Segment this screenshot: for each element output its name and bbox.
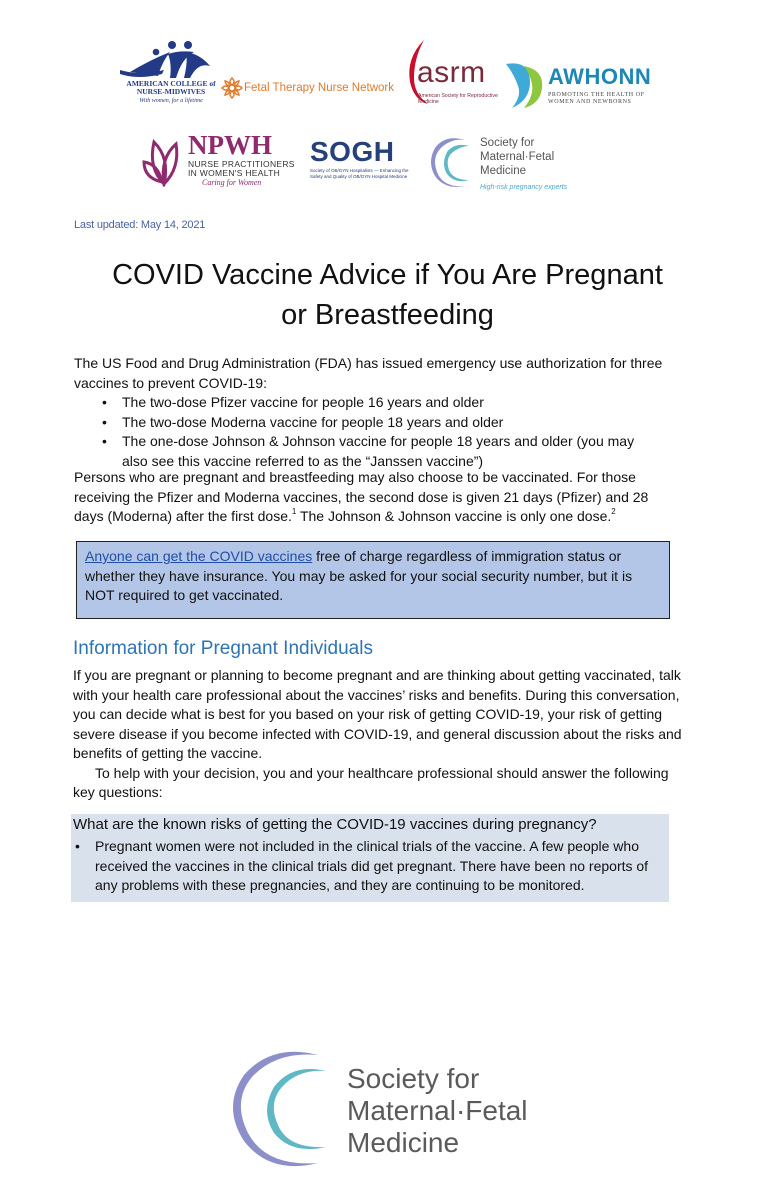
acnm-figures-icon <box>110 40 220 82</box>
awhonn-logo <box>500 60 660 112</box>
ftnn-logo <box>220 76 394 102</box>
footnote-ref[interactable]: 1 <box>291 507 297 517</box>
ftnn-name: Fetal Therapy Nurse Network <box>244 82 394 94</box>
asrm-name: asrm <box>417 56 486 89</box>
smfm-tagline: High-risk pregnancy experts <box>480 184 568 191</box>
npwh-tagline: Caring for Women <box>202 178 262 187</box>
list-item: • The two-dose Moderna vaccine for people 18 years and older <box>100 413 660 433</box>
section-body <box>73 666 683 803</box>
npwh-subtitle: NURSE PRACTITIONERS IN WOMEN'S HEALTH <box>188 159 295 178</box>
list-item: • The one-dose Johnson & Johnson vaccine for people 18 years and older (you may also see this vaccine referred to as the “Janssen vaccine”) <box>100 432 660 471</box>
smfm-footer-circle-icon <box>222 1045 342 1175</box>
bullet-icon: • <box>75 838 80 854</box>
npwh-lotus-icon <box>140 128 188 188</box>
question-answer: Pregnant women were not included in the clinical trials of the vaccine. A few people who received the vaccines in the clinical trials did get pregnant. There have been no reports of any problems with these pregnancies, and they are continuing to be monitored. <box>95 838 649 893</box>
asrm-logo <box>402 38 502 108</box>
persons-paragraph: Persons who are pregnant and breastfeeding may also choose to be vaccinated. For those receiving the Pfizer and Moderna vaccines, the second dose is given 21 days (Pfizer) and 28 days (Moderna) after the first dose.$^1$ The Johnson & Johnson vaccine is only one dose.$^2$ <box>74 469 649 524</box>
page-title: COVID Vaccine Advice if You Are Pregnant or Breastfeeding <box>112 259 663 331</box>
acnm-name: AMERICAN COLLEGE of NURSE-MIDWIVES <box>126 79 216 96</box>
section-paragraph: If you are pregnant or planning to become pregnant and are thinking about getting vaccinated, talk with your health care professional about the vaccines’ risks and benefits. During this conversation, you can decide what is best for you based on your risk of getting COVID-19, your risk of getting severe disease if you become infected with COVID-19, and general discussion about the risks and benefits of getting the vaccine. <box>73 667 682 761</box>
vaccine-list <box>100 393 660 471</box>
sogh-logo <box>310 138 415 178</box>
smfm-footer-name: Society for Maternal·Fetal Medicine <box>347 1063 528 1158</box>
footnote-ref[interactable]: 2 <box>611 507 616 517</box>
ftnn-flower-icon <box>220 76 244 100</box>
acnm-tagline: With women, for a lifetime <box>139 98 203 104</box>
question-box <box>71 814 669 902</box>
asrm-subtitle: American Society for Reproductive Medicine <box>418 93 498 105</box>
smfm-name: Society for Maternal·Fetal Medicine <box>480 137 555 177</box>
smfm-circle-icon <box>425 132 477 192</box>
covid-vaccines-link[interactable]: Anyone can get the COVID vaccines <box>85 548 313 564</box>
sogh-subtitle: Society of OB/GYN Hospitalists — Enhancing the Safety and Quality of OB/GYN Hospital Medicine <box>310 168 409 179</box>
smfm-footer-logo <box>222 1045 562 1175</box>
acnm-logo <box>110 40 220 108</box>
intro-paragraph: The US Food and Drug Administration (FDA) has issued emergency use authorization for three vaccines to prevent COVID-19: <box>74 355 663 391</box>
npwh-logo <box>140 128 300 190</box>
awhonn-subtitle: PROMOTING THE HEALTH OF WOMEN AND NEWBORNS <box>548 92 645 105</box>
last-updated: Last updated: May 14, 2021 <box>74 219 206 231</box>
question-heading: What are the known risks of getting the COVID-19 vaccines during pregnancy? <box>73 816 597 833</box>
section-heading: Information for Pregnant Individuals <box>73 638 373 659</box>
awhonn-profile-icon <box>500 60 546 110</box>
sogh-name: SOGH <box>310 136 395 167</box>
list-item: • The two-dose Pfizer vaccine for people 16 years and older <box>100 393 660 413</box>
free-vaccine-callout: Anyone can get the COVID vaccines free of charge regardless of immigration status or whether they have insurance. You may be asked for your social security number, but it is NOT required to get vaccinated. <box>76 541 670 619</box>
npwh-name: NPWH <box>188 130 272 160</box>
smfm-logo-small <box>425 132 595 196</box>
awhonn-name: AWHONN <box>548 64 652 89</box>
section-paragraph: To help with your decision, you and your healthcare professional should answer the following key questions: <box>73 764 669 800</box>
